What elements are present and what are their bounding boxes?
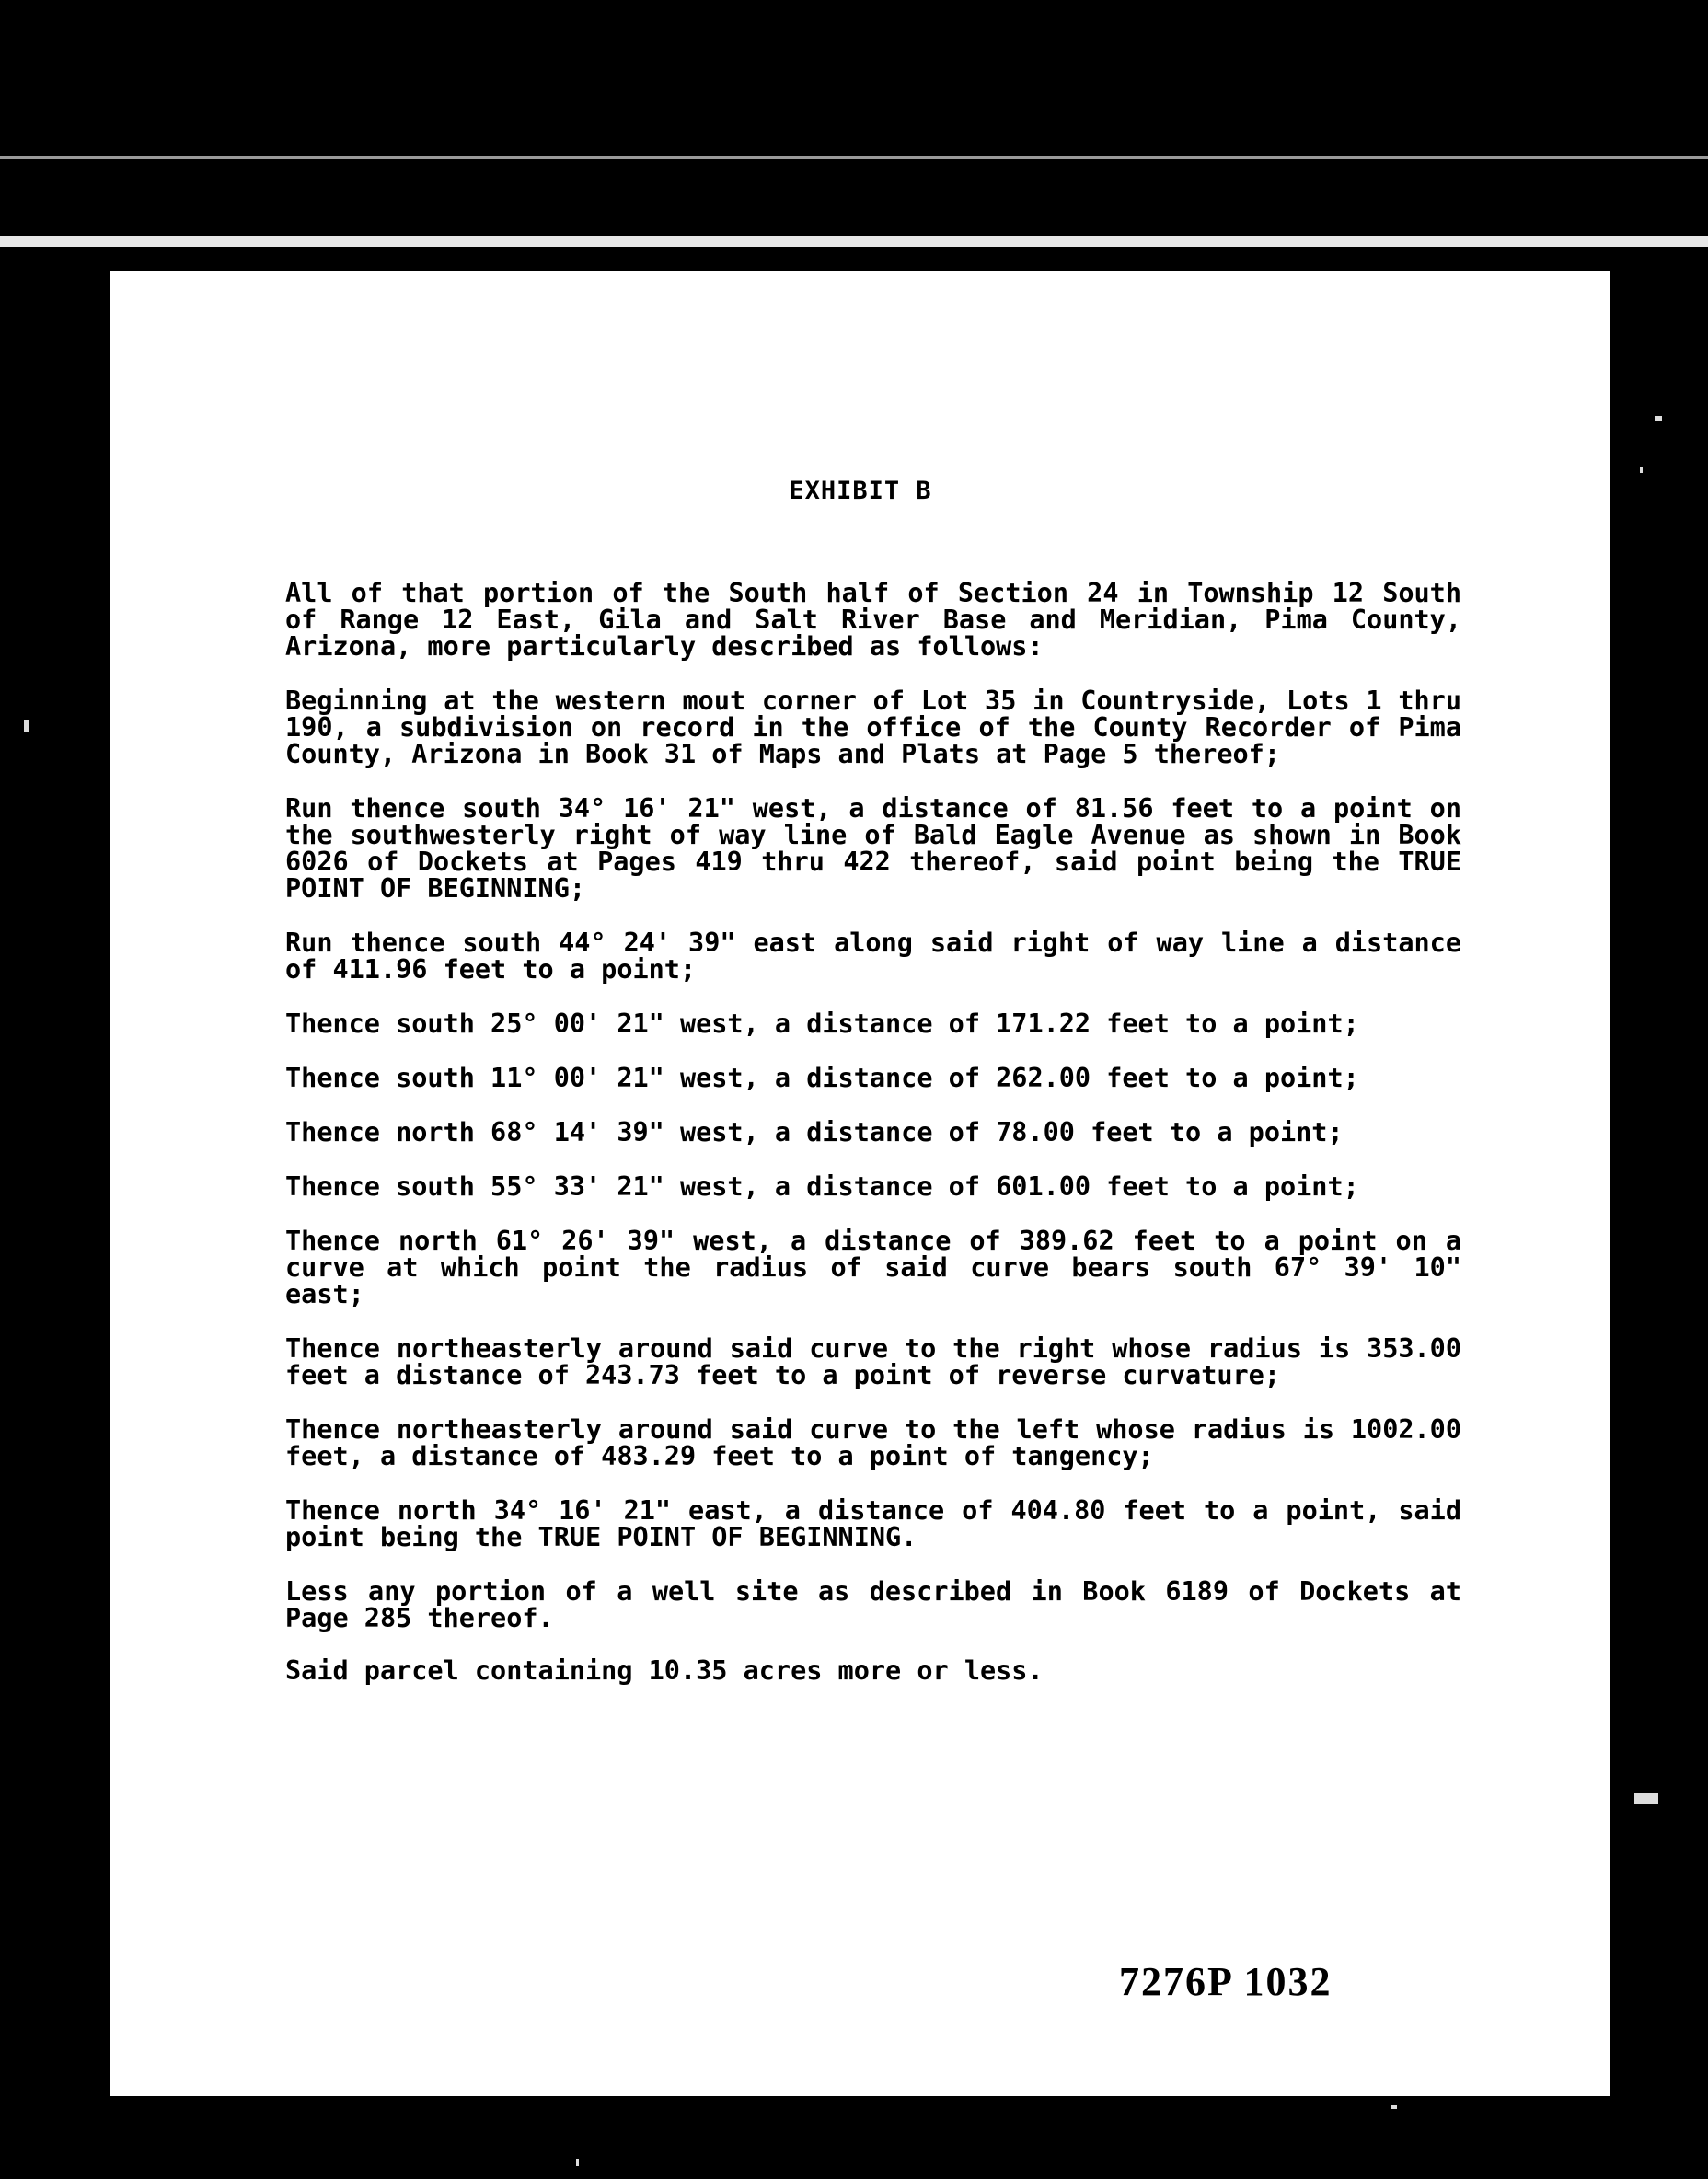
paragraph: Run thence south 34° 16' 21" west, a distance of 81.56 feet to a point on the southwesterly right of way line of Bald Eagle Avenue as shown in Book 6026 of Dockets at Pages 419 thru 422 thereof, said point being the TRUE POINT OF BEGINNING; — [285, 793, 1461, 904]
paragraph: Thence south 25° 00' 21" west, a distance of 171.22 feet to a point; — [285, 1009, 1359, 1039]
recording-stamp: 7276P 1032 — [1119, 1959, 1333, 2004]
paragraph: Said parcel containing 10.35 acres more or less. — [285, 1655, 1044, 1686]
paragraph: Thence north 34° 16' 21" east, a distance of 404.80 feet to a point, said point being the TRUE POINT OF BEGINNING. — [285, 1495, 1461, 1552]
paragraph: Thence south 11° 00' 21" west, a distance of 262.00 feet to a point; — [285, 1063, 1359, 1093]
paragraph: Thence south 55° 33' 21" west, a distance of 601.00 feet to a point; — [285, 1171, 1359, 1202]
scan-speck — [24, 720, 29, 732]
page-title: EXHIBIT B — [789, 477, 932, 505]
paragraph: Thence northeasterly around said curve to the right whose radius is 353.00 feet a distance of 243.73 feet to a point of reverse curvature; — [285, 1333, 1461, 1390]
paragraph: Run thence south 44° 24' 39" east along said right of way line a distance of 411.96 feet to a point; — [285, 928, 1461, 985]
paragraph: Thence northeasterly around said curve to the left whose radius is 1002.00 feet, a distance of 483.29 feet to a point of tangency; — [285, 1414, 1461, 1471]
scan-speck — [1655, 416, 1662, 421]
paragraph: Thence north 68° 14' 39" west, a distance of 78.00 feet to a point; — [285, 1117, 1344, 1147]
legal-description — [285, 580, 1461, 1712]
paragraph: Less any portion of a well site as described in Book 6189 of Dockets at Page 285 thereof. — [285, 1576, 1461, 1633]
scan-speck — [1634, 1793, 1658, 1804]
scan-border-line — [0, 156, 1708, 159]
paragraph: All of that portion of the South half of Section 24 in Township 12 South of Range 12 East, Gila and Salt River Base and Meridian, Pima County, Arizona, more particularly described as follows: — [285, 578, 1461, 662]
scan-speck — [1391, 2105, 1397, 2109]
paragraph: Thence north 61° 26' 39" west, a distance of 389.62 feet to a point on a curve at which point the radius of said curve bears south 67° 39' 10" east; — [285, 1226, 1461, 1309]
document-page — [110, 271, 1610, 2096]
scan-speck — [576, 2159, 579, 2166]
scan-speck — [1640, 467, 1643, 473]
scan-border-line — [0, 236, 1708, 247]
paragraph: Beginning at the western mout corner of Lot 35 in Countryside, Lots 1 thru 190, a subdivision on record in the office of the County Recorder of Pima County, Arizona in Book 31 of Maps and Plats at Page 5 thereof; — [285, 686, 1461, 769]
